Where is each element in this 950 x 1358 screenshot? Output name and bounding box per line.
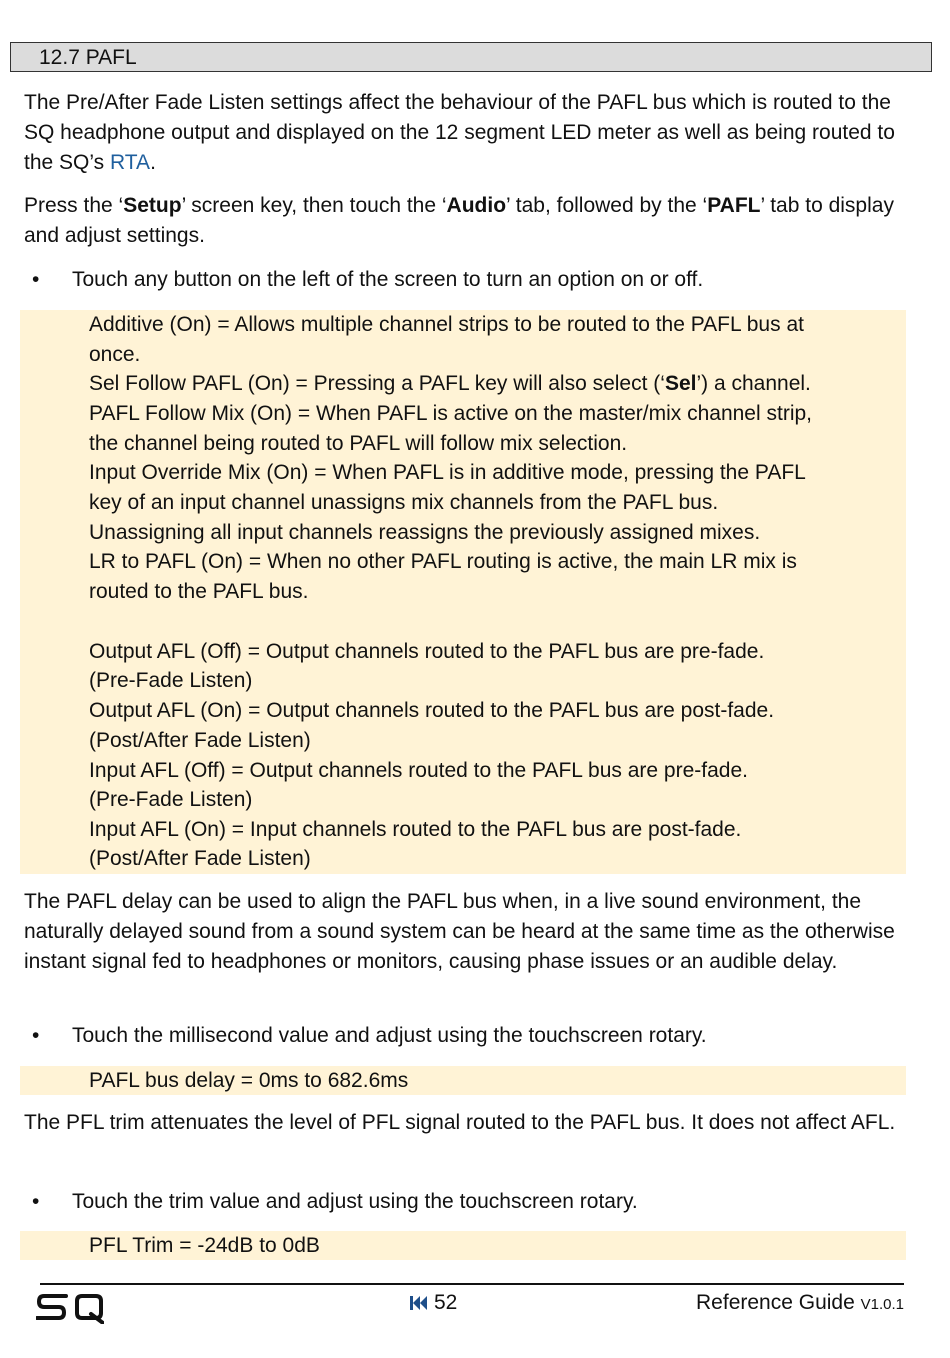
setup-text-4: ’ tab to display and adjust settings. (24, 194, 894, 247)
option-line: (Pre-Fade Listen) (89, 788, 253, 811)
section-header (10, 42, 932, 72)
option-line: routed to the PAFL bus. (89, 580, 309, 603)
setup-text-3: ’ tab, followed by the ‘ (506, 194, 708, 217)
trim-paragraph: The PFL trim attenuates the level of PFL signal routed to the PAFL bus. It does not affect AFL. (24, 1111, 896, 1134)
skip-back-icon[interactable] (410, 1295, 428, 1311)
option-line: Input Override Mix (On) = When PAFL is in additive mode, pressing the PAFL (89, 461, 806, 484)
audio-tab-label: Audio (446, 194, 507, 217)
option-line (89, 369, 811, 399)
delay-range: PAFL bus delay = 0ms to 682.6ms (89, 1069, 409, 1092)
bullet-text: Touch any button on the left of the screen to turn an option on or off. (72, 268, 704, 291)
option-line: key of an input channel unassigns mix channels from the PAFL bus. (89, 491, 719, 514)
option-line: (Post/After Fade Listen) (89, 847, 311, 870)
option-line: LR to PAFL (On) = When no other PAFL routing is active, the main LR mix is (89, 550, 797, 573)
bullet-text: Touch the trim value and adjust using the touchscreen rotary. (72, 1190, 638, 1213)
bullet-dot: • (32, 268, 40, 291)
setup-instruction (24, 191, 904, 251)
option-line: (Pre-Fade Listen) (89, 669, 253, 692)
option-line: Input AFL (On) = Input channels routed to the PAFL bus are post-fade. (89, 818, 742, 841)
setup-text-1: Press the ‘ (24, 194, 124, 217)
delay-note (20, 1066, 906, 1095)
option-text: ’) a channel. (696, 372, 811, 395)
intro-text: The Pre/After Fade Listen settings affect the behaviour of the PAFL bus which is routed to the SQ headphone output and displayed on the 12 segment LED meter as well as being routed to the SQ’s (24, 91, 895, 174)
option-line: the channel being routed to PAFL will follow mix selection. (89, 432, 628, 455)
sel-label: Sel (664, 372, 697, 395)
guide-title-text: Reference Guide (696, 1291, 855, 1314)
option-line: once. (89, 343, 141, 366)
pafl-tab-label: PAFL (707, 194, 761, 217)
version-label: V1.0.1 (860, 1296, 904, 1313)
option-text: Sel Follow PAFL (On) = Pressing a PAFL key will also select (‘ (89, 372, 665, 395)
option-line: Output AFL (Off) = Output channels routed to the PAFL bus are pre-fade. (89, 640, 765, 663)
bullet-text: Touch the millisecond value and adjust using the touchscreen rotary. (72, 1024, 707, 1047)
sq-logo (36, 1292, 104, 1324)
trim-range: PFL Trim = -24dB to 0dB (89, 1234, 320, 1257)
trim-note (20, 1231, 906, 1260)
option-line: Input AFL (Off) = Output channels routed to the PAFL bus are pre-fade. (89, 759, 748, 782)
option-line: Additive (On) = Allows multiple channel strips to be routed to the PAFL bus at (89, 313, 804, 336)
delay-paragraph: The PAFL delay can be used to align the PAFL bus when, in a live sound environment, the naturally delayed sound from a sound system can be heard at the same time as the otherwise instant signal fed to headphones or monitors, causing phase issues or an audible delay. (24, 890, 895, 973)
intro-paragraph (24, 88, 904, 178)
section-title: 12.7 PAFL (39, 46, 137, 69)
rta-link[interactable]: RTA (110, 151, 151, 174)
bullet-dot: • (32, 1190, 40, 1213)
bullet-dot: • (32, 1024, 40, 1047)
intro-text-end: . (150, 151, 156, 174)
setup-key-label: Setup (123, 194, 182, 217)
page-number (410, 1290, 457, 1316)
option-line: Unassigning all input channels reassigns the previously assigned mixes. (89, 521, 761, 544)
guide-title (696, 1290, 904, 1318)
page-number-value: 52 (434, 1291, 458, 1314)
option-line: Output AFL (On) = Output channels routed to the PAFL bus are post-fade. (89, 699, 775, 722)
option-line: PAFL Follow Mix (On) = When PAFL is active on the master/mix channel strip, (89, 402, 812, 425)
footer-rule (40, 1283, 904, 1285)
setup-text-2: ’ screen key, then touch the ‘ (181, 194, 447, 217)
options-note (20, 310, 906, 874)
option-line: (Post/After Fade Listen) (89, 729, 311, 752)
